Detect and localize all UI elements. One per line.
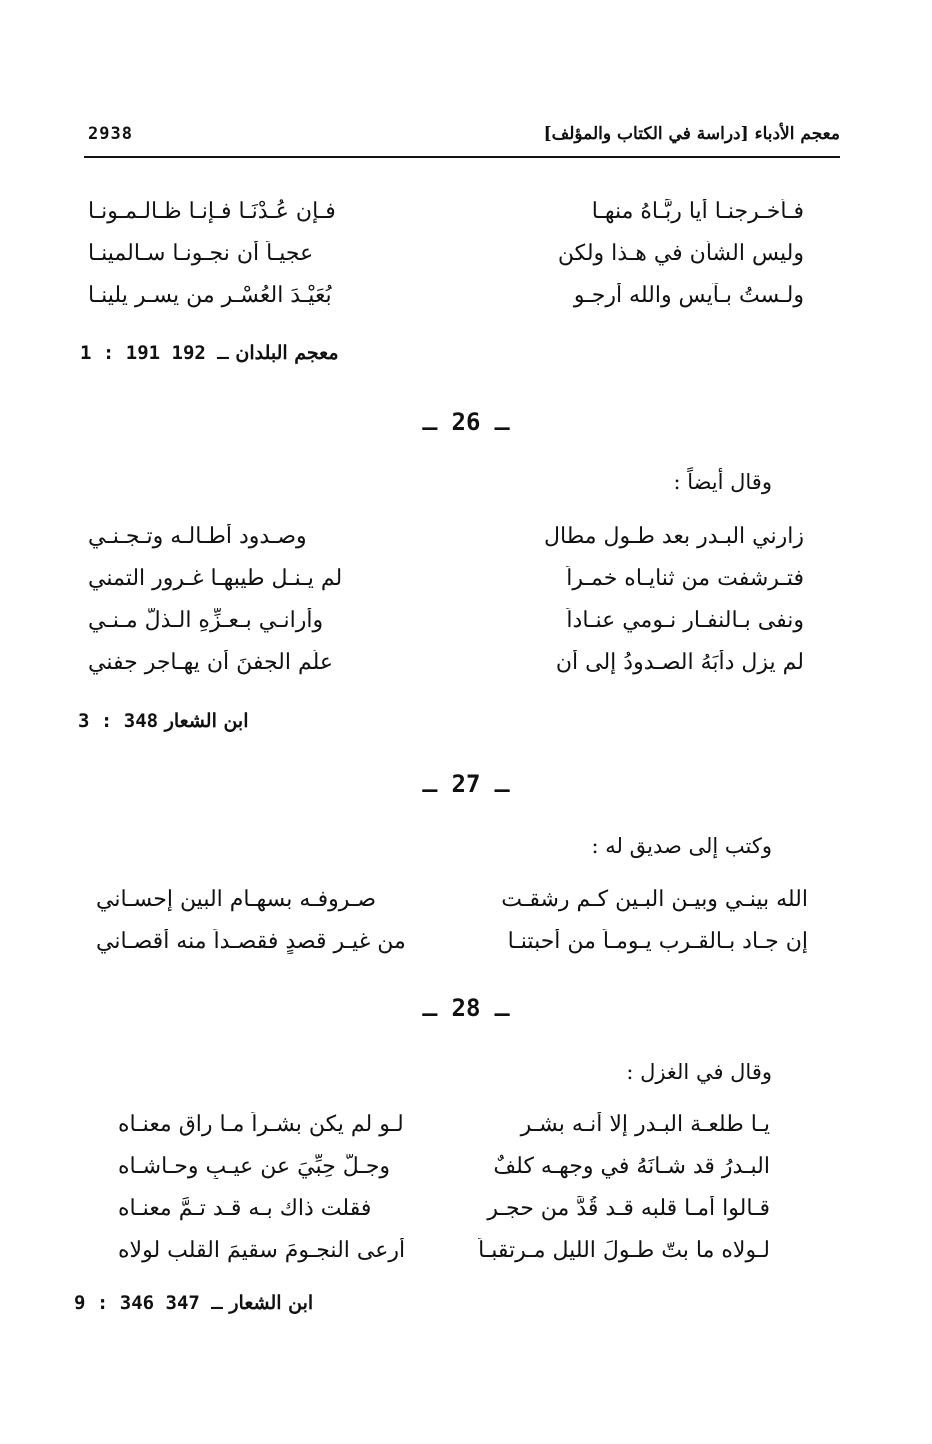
first-hemistich: وليس الشأن في هـذا ولكن bbox=[557, 240, 804, 266]
source-reference: 1 : 191 ـ 192 bbox=[80, 342, 229, 364]
section-intro: وكتب إلى صديق له : bbox=[591, 834, 772, 858]
verse bbox=[118, 1145, 770, 1187]
poem-block-28 bbox=[118, 1103, 770, 1271]
first-hemistich: ونفى بـالنفـار نـومي عنـاداً bbox=[566, 607, 804, 633]
source-citation bbox=[74, 1292, 313, 1314]
first-hemistich: يـا طلعـة البـدر إلا أنـه بشـر bbox=[520, 1111, 770, 1137]
section-number-27: ـ 27 ـ bbox=[422, 770, 510, 798]
verse bbox=[88, 274, 804, 316]
verse bbox=[96, 920, 808, 962]
second-hemistich: صـروفـه بسهـام البين إحسـاني bbox=[96, 886, 377, 912]
poem-block-26 bbox=[88, 515, 804, 683]
second-hemistich: وأرانـي بـعـزِّهِ الـذلّ مـنـي bbox=[88, 607, 324, 633]
verse bbox=[118, 1229, 770, 1271]
first-hemistich: الله بينـي وبيـن البـين كـم رشقـت bbox=[501, 886, 808, 912]
section-intro: وقال في الغزل : bbox=[626, 1060, 772, 1084]
verse bbox=[88, 599, 804, 641]
section-number-26: ـ 26 ـ bbox=[422, 408, 510, 436]
second-hemistich: فـإن عُـدْنَـا فـإنـا ظـالـمـونـا bbox=[88, 198, 336, 224]
poem-block-27 bbox=[96, 878, 808, 962]
running-title: معجم الأدباء [دراسة في الكتاب والمؤلف] bbox=[543, 124, 840, 144]
verse bbox=[88, 641, 804, 683]
poem-block-1 bbox=[88, 190, 804, 316]
section-intro: وقال أيضاً : bbox=[673, 470, 772, 494]
verse bbox=[88, 190, 804, 232]
page-header bbox=[84, 124, 840, 158]
first-hemistich: زارني البـدر بعد طـول مطال bbox=[544, 523, 804, 549]
source-name: معجم البلدان bbox=[235, 342, 339, 364]
second-hemistich: من غيـر قصدٍ فقصـداً منه أقصـاني bbox=[96, 928, 406, 954]
first-hemistich: فـأخـرجنـا أيا ربَّـاهُ منهـا bbox=[591, 198, 804, 224]
second-hemistich: وصـدود أطـالـه وتـجـنـي bbox=[88, 523, 307, 549]
verse bbox=[118, 1103, 770, 1145]
verse bbox=[118, 1187, 770, 1229]
second-hemistich: وجـلَّ حِبِّيَ عن عيـبٍ وحـاشـاه bbox=[118, 1153, 391, 1179]
verse bbox=[88, 232, 804, 274]
source-citation bbox=[80, 342, 339, 364]
section-number-28: ـ 28 ـ bbox=[422, 994, 510, 1022]
verse bbox=[88, 515, 804, 557]
second-hemistich: فقلت ذاك بـه قـد تـمَّ معنـاه bbox=[118, 1195, 372, 1221]
first-hemistich: البـدرُ قد شـانَهُ في وجهـه كلفٌ bbox=[493, 1153, 770, 1179]
source-citation bbox=[78, 710, 249, 732]
first-hemistich: فتـرشفت من ثنايـاه خمـراً bbox=[566, 565, 804, 591]
second-hemistich: بُعَيْـدَ العُسْـرِ من يسـر يلينـا bbox=[88, 282, 332, 308]
first-hemistich: ولـستُ بـآيسٍ والله أرجـو bbox=[573, 282, 804, 308]
second-hemistich: لم يـنـل طيبهـا غـرور التمني bbox=[88, 565, 343, 591]
verse bbox=[96, 878, 808, 920]
verse bbox=[88, 557, 804, 599]
second-hemistich: علّم الجفنَ أن يهـاجر جفني bbox=[88, 649, 334, 675]
first-hemistich: إن جـاد بـالقـرب يـومـاً من أحبتنـا bbox=[507, 928, 808, 954]
source-reference: 9 : 346 ـ 347 bbox=[74, 1292, 223, 1314]
second-hemistich: أرعى النجـومَ سقيمَ القلب لولاه bbox=[118, 1237, 406, 1263]
source-name: ابن الشعار bbox=[229, 1292, 314, 1314]
first-hemistich: لـولاه ما بتّ طـولَ الليل مـرتقبـاً bbox=[478, 1237, 770, 1263]
source-reference: 3 : 348 bbox=[78, 710, 159, 732]
source-name: ابن الشعار bbox=[164, 710, 249, 732]
second-hemistich: لـو لم يكن بشـراً مـا راق معنـاه bbox=[118, 1111, 404, 1137]
second-hemistich: عجيـاً أن نجـونـا سـالمينـا bbox=[88, 240, 314, 266]
first-hemistich: لم يزل دأبَهُ الصـدودُ إلى أن bbox=[555, 649, 804, 675]
page-number: 2938 bbox=[88, 124, 133, 144]
first-hemistich: قـالوا أمـا قلبه قـد قُدَّ من حجـر bbox=[487, 1195, 770, 1221]
